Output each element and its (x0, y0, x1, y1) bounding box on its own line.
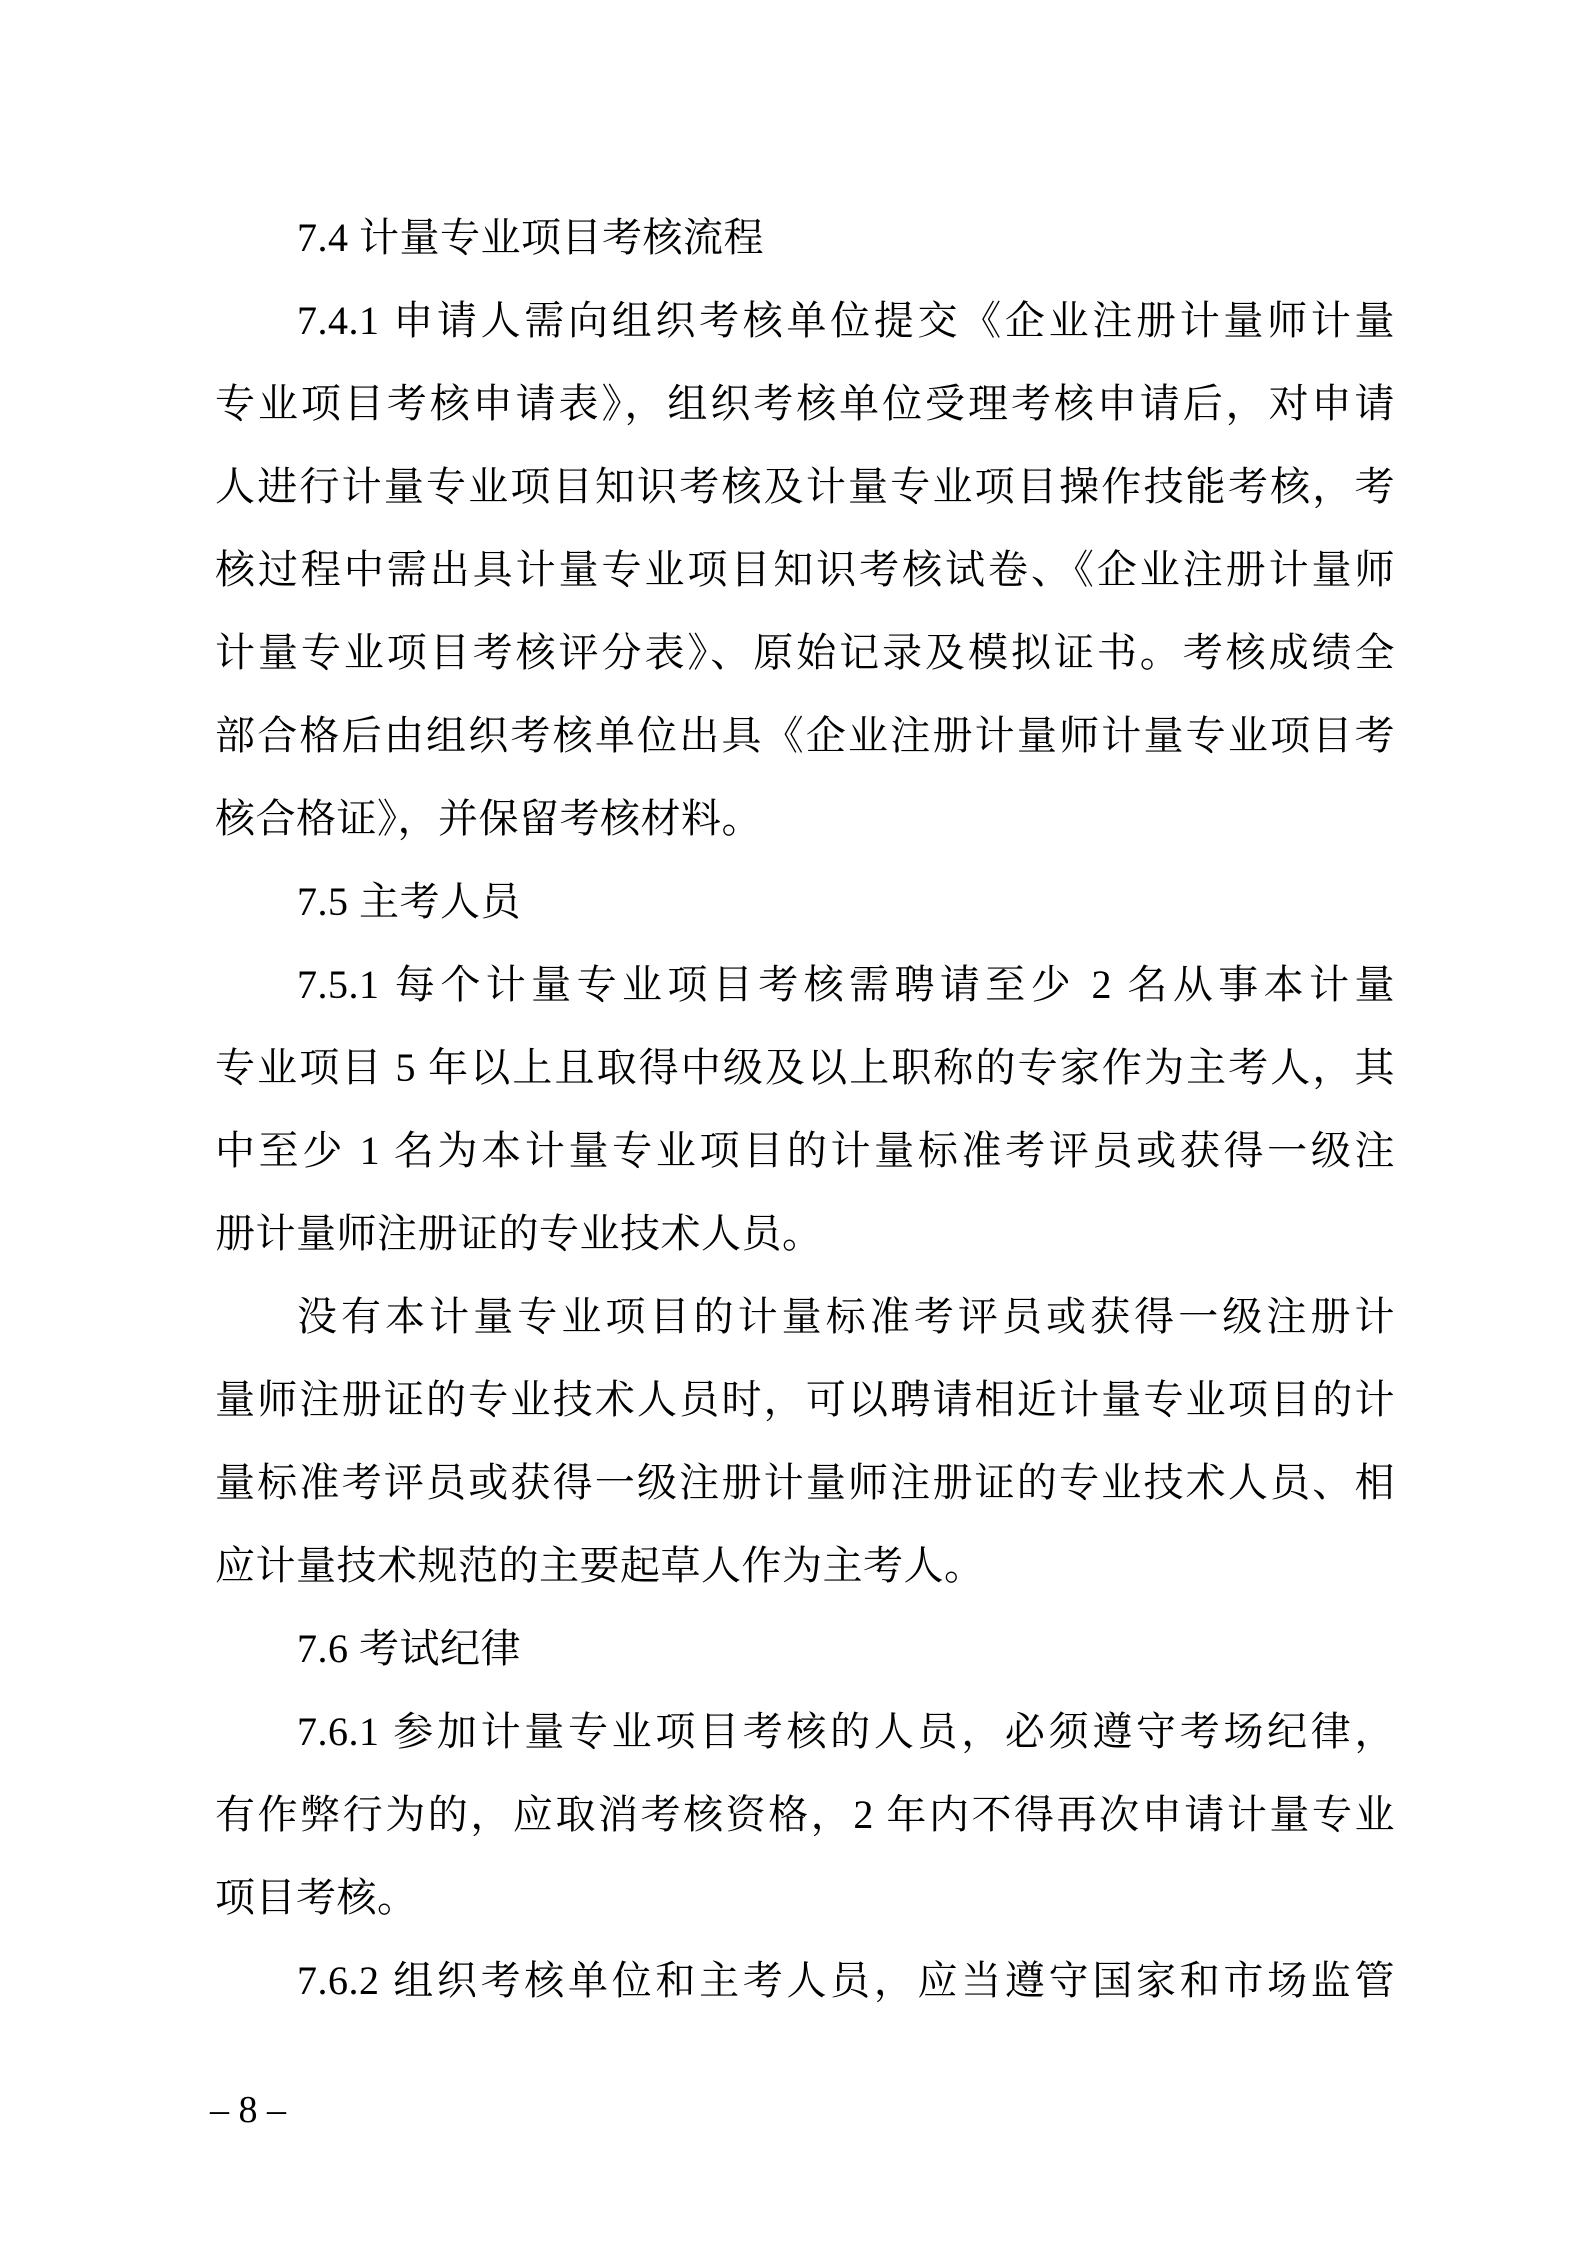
text-line: 7.4.1 申请人需向组织考核单位提交《企业注册计量师计量 (297, 298, 1395, 343)
heading-7-6: 7.6 考试纪律 (297, 1626, 521, 1671)
text-line: 应计量技术规范的主要起草人作为主考人。 (215, 1543, 985, 1588)
text-line: 册计量师注册证的专业技术人员。 (215, 1211, 823, 1256)
text-line: 核过程中需出具计量专业项目知识考核试卷、《企业注册计量师 (215, 547, 1395, 592)
text-line: 计量专业项目考核评分表》、原始记录及模拟证书。考核成绩全 (215, 630, 1395, 675)
text-line: 量师注册证的专业技术人员时，可以聘请相近计量专业项目的计 (215, 1377, 1395, 1422)
text-line: 中至少 1 名为本计量专业项目的计量标准考评员或获得一级注 (215, 1128, 1395, 1173)
text-line: 人进行计量专业项目知识考核及计量专业项目操作技能考核，考 (215, 464, 1395, 509)
text-line: 专业项目考核申请表》，组织考核单位受理考核申请后，对申请 (215, 381, 1395, 426)
text-line: 部合格后由组织考核单位出具《企业注册计量师计量专业项目考 (215, 713, 1395, 758)
text-line: 7.5.1 每个计量专业项目考核需聘请至少 2 名从事本计量 (297, 962, 1395, 1007)
text-line: 项目考核。 (215, 1875, 418, 1920)
text-line: 7.6.1 参加计量专业项目考核的人员，必须遵守考场纪律， (297, 1709, 1395, 1754)
text-line: 量标准考评员或获得一级注册计量师注册证的专业技术人员、相 (215, 1460, 1395, 1505)
heading-7-4: 7.4 计量专业项目考核流程 (297, 215, 764, 260)
text-line: 核合格证》，并保留考核材料。 (215, 796, 762, 841)
heading-7-5: 7.5 主考人员 (297, 879, 521, 924)
text-line: 7.6.2 组织考核单位和主考人员，应当遵守国家和市场监管 (297, 1958, 1395, 2003)
text-line: 专业项目 5 年以上且取得中级及以上职称的专家作为主考人，其 (215, 1045, 1395, 1090)
text-line: 没有本计量专业项目的计量标准考评员或获得一级注册计 (297, 1294, 1395, 1339)
document-body (215, 196, 1395, 2022)
text-line: 有作弊行为的，应取消考核资格，2 年内不得再次申请计量专业 (215, 1792, 1395, 1837)
page-number: – 8 – (210, 2089, 286, 2131)
